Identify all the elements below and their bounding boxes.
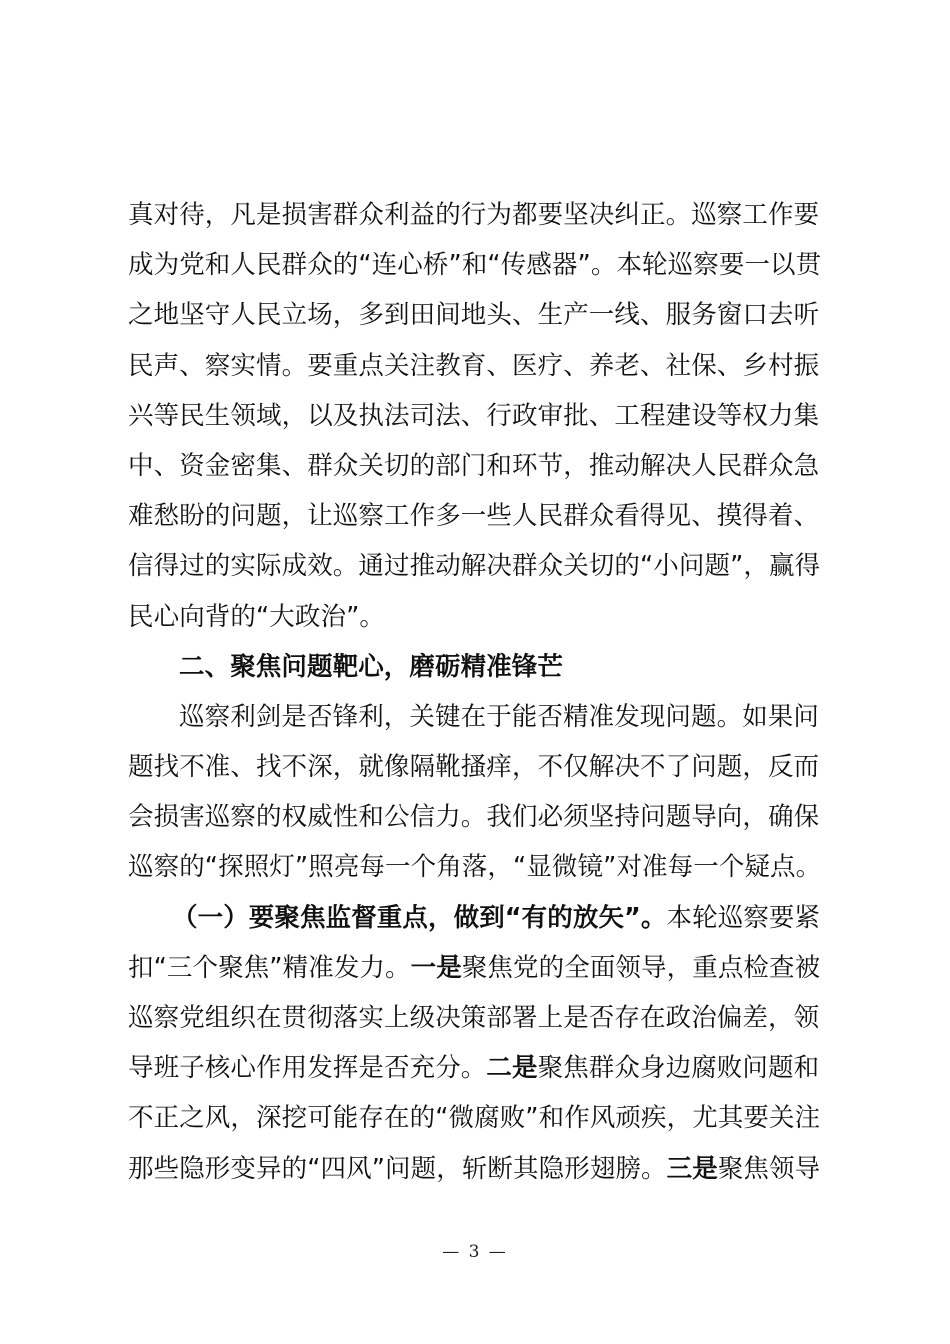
paragraph-line (128, 1144, 828, 1194)
paragraph-text: 扣“三个聚焦”精准发力。 (128, 952, 411, 983)
paragraph-line (128, 893, 828, 943)
paragraph-line: 兴等民生领域，以及执法司法、行政审批、工程建设等权力集 (128, 400, 820, 431)
paragraph-line: 成为党和人民群众的“连心桥”和“传感器”。本轮巡察要一以贯 (128, 250, 822, 281)
page-number: — 3 — (442, 1242, 508, 1262)
emphasis-text: 一是 (410, 952, 462, 983)
paragraph-line (128, 943, 828, 993)
paragraph-line: 巡察党组织在贯彻落实上级决策部署上是否存在政治偏差，领 (128, 1003, 820, 1033)
paragraph-text: 本轮巡察要紧 (666, 902, 821, 933)
paragraph-line (128, 1043, 828, 1093)
paragraph-line: 难愁盼的问题，让巡察工作多一些人民群众看得见、摸得着、 (128, 501, 820, 532)
paragraph-text: 聚焦党的全面领导，重点检查被 (461, 952, 821, 983)
body-text (128, 190, 828, 1194)
paragraph-line: 题找不准、找不深，就像隔靴搔痒，不仅解决不了问题，反而 (128, 752, 820, 783)
paragraph-line: 中、资金密集、群众关切的部门和环节，推动解决人民群众急 (128, 450, 820, 481)
paragraph-line: 巡察利剑是否锋利，关键在于能否精准发现问题。如果问 (179, 701, 820, 732)
paragraph-line: 不正之风，深挖可能存在的“微腐败”和作风顽疾，尤其要关注 (128, 1103, 821, 1134)
subheading-text: （一）要聚焦监督重点，做到“有的放矢”。 (172, 902, 667, 933)
emphasis-text: 三是 (666, 1153, 718, 1184)
paragraph-line: 会损害巡察的权威性和公信力。我们必须坚持问题导向，确保 (128, 802, 820, 833)
paragraph-line: 民心向背的“大政治”。 (128, 601, 386, 632)
paragraph-text: 聚焦领导 (717, 1153, 821, 1184)
section-heading: 二、聚焦问题靶心，磨砺精准锋芒 (179, 651, 564, 682)
paragraph-line: 巡察的“探照灯”照亮每一个角落，“显微镜”对准每一个疑点。 (128, 852, 822, 883)
paragraph-line: 民声、察实情。要重点关注教育、医疗、养老、社保、乡村振 (128, 350, 820, 381)
paragraph-text: 那些隐形变异的“四风”问题，斩断其隐形翅膀。 (128, 1153, 667, 1184)
emphasis-text: 二是 (486, 1053, 538, 1084)
paragraph-text: 聚焦群众身边腐败问题和 (537, 1053, 820, 1084)
paragraph-line: 之地坚守人民立场，多到田间地头、生产一线、服务窗口去听 (128, 300, 820, 331)
paragraph-line: 真对待，凡是损害群众利益的行为都要坚决纠正。巡察工作要 (128, 200, 820, 230)
paragraph-text: 导班子核心作用发挥是否充分。 (128, 1053, 487, 1084)
paragraph-line: 信得过的实际成效。通过推动解决群众关切的“小问题”，赢得 (128, 551, 821, 582)
